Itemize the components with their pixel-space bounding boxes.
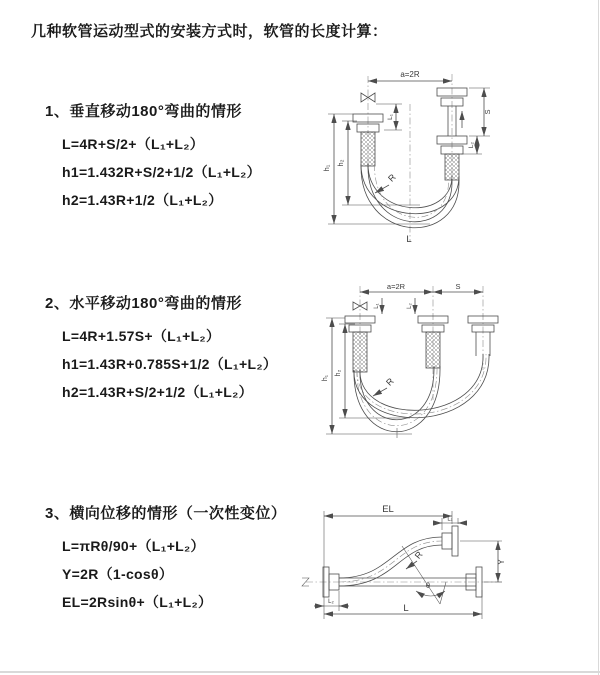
radius-callout [406, 549, 425, 569]
h2-label: h₂ [336, 159, 345, 167]
el-label: EL [382, 504, 394, 515]
scan-edge-right [598, 0, 600, 675]
fixed-hose-end [353, 114, 383, 166]
length-label: L [406, 234, 412, 245]
dimension-l2 [314, 591, 349, 611]
l1-label: L₁ [374, 303, 380, 309]
dimension-length [324, 590, 482, 619]
formula-h1: h1=1.43R+0.785S+1/2（L₁+L₂） [62, 356, 278, 372]
l2-label: L₂ [468, 141, 475, 149]
h1-label: h₁ [322, 164, 331, 172]
formula-length: L=4R+S/2+（L₁+L₂） [62, 136, 205, 152]
theta-label: θ [425, 581, 431, 590]
radius-label: R [386, 172, 398, 184]
dimension-l1 [376, 104, 402, 130]
span-label: a=2R [400, 70, 420, 79]
formula-h2: h2=1.43R+S/2+1/2（L₁+L₂） [62, 384, 253, 400]
formula-length: L=πRθ/90+（L₁+L₂） [62, 538, 205, 554]
dimension-l2 [407, 298, 415, 314]
dimension-stroke [469, 88, 492, 136]
y-label: Y [497, 559, 506, 565]
section-horizontal-movement [45, 292, 277, 406]
length-label: L [403, 603, 409, 614]
l2-label: L₂ [407, 303, 413, 309]
l2-label: L₂ [328, 599, 334, 605]
dimension-l1 [434, 517, 466, 531]
diagram-vertical-bend [312, 64, 592, 264]
dimension-el [324, 504, 452, 619]
h1-label: h₁ [322, 374, 329, 382]
dimension-span [368, 70, 452, 81]
dimension-span [360, 282, 433, 292]
section-lateral-displacement [45, 502, 286, 616]
formula-h1: h1=1.432R+S/2+1/2（L₁+L₂） [62, 164, 261, 180]
dimension-h2 [335, 324, 410, 418]
stroke-label: S [455, 282, 461, 291]
dimension-l1 [374, 298, 382, 314]
diagram-horizontal-bend [312, 278, 592, 450]
section-heading: 1、垂直移动180°弯曲的情形 [45, 103, 242, 120]
l1-label: L₁ [447, 516, 453, 523]
section-heading: 3、横向位移的情形（一次性变位） [45, 505, 287, 522]
radius-label: R [384, 376, 396, 388]
section-vertical-movement [45, 100, 261, 214]
formula-length: L=4R+1.57S+（L₁+L₂） [62, 328, 221, 344]
dimension-l2 [461, 136, 482, 154]
fixed-hose-end [345, 316, 375, 372]
radius-label: R [412, 549, 425, 561]
formula-h2: h2=1.43R+1/2（L₁+L₂） [62, 192, 223, 208]
section-heading: 2、水平移动180°弯曲的情形 [45, 295, 242, 312]
centerlines [360, 286, 483, 400]
stroke-label: S [483, 109, 492, 115]
formula-el: EL=2Rsinθ+（L₁+L₂） [62, 594, 213, 610]
displaced-hose-curve [339, 526, 458, 586]
radius-callout [373, 376, 396, 396]
l1-label: L₁ [387, 114, 394, 120]
angle-callout [402, 546, 446, 604]
diagram-lateral-displacement [294, 494, 596, 646]
h2-label: h₂ [335, 369, 342, 377]
radius-callout [375, 172, 398, 193]
dimension-stroke [433, 282, 483, 292]
dimension-y [460, 541, 506, 582]
page-title: 几种软管运动型式的安装方式时，软管的长度计算： [31, 23, 388, 40]
span-label: a=2R [386, 282, 406, 291]
formula-y: Y=2R（1-cosθ） [62, 566, 174, 582]
scan-edge-bottom [0, 671, 600, 673]
